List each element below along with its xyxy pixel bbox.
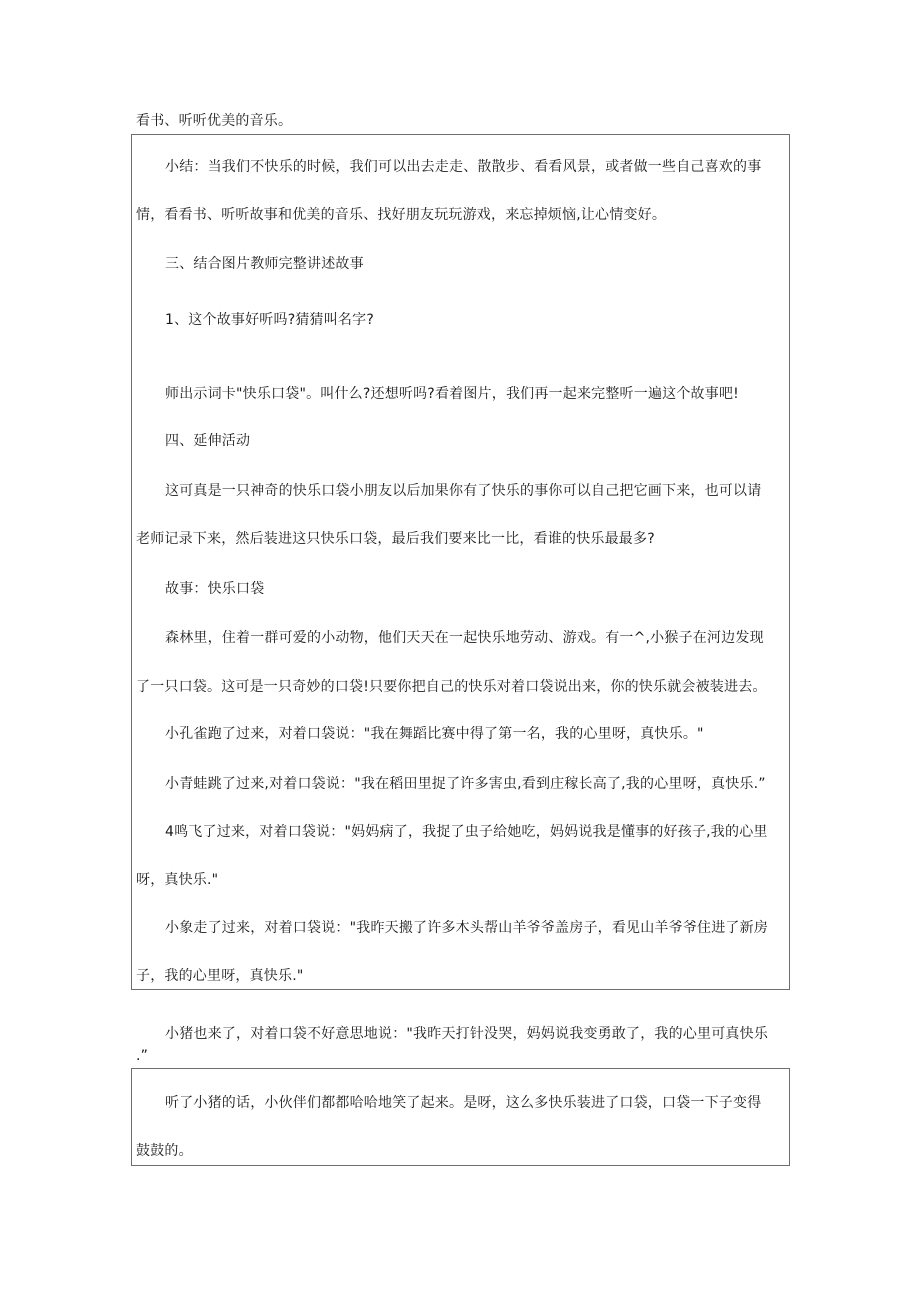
story-line-1: 森林里，住着一群可爱的小动物，他们天天在一起快乐地劳动、游戏。有一^,小猴子在河边发现: [165, 630, 764, 646]
elephant-line-2: 子，我的心里呀，真快乐.": [136, 968, 304, 984]
summary-line-1: 小结：当我们不快乐的时候，我们可以出去走走、散散步、看看风景，或者做一些自己喜欢的事: [165, 159, 762, 175]
elephant-line-1: 小象走了过来，对着口袋说："我昨天搬了许多木头帮山羊爷爷盖房子，看见山羊爷爷住进了新房: [165, 920, 769, 936]
extension-line-1: 这可真是一只神奇的快乐口袋小朋友以后加果你有了快乐的事你可以自己把它画下来，也可以请: [165, 483, 762, 499]
ending-line-2: 鼓鼓的。: [136, 1143, 193, 1159]
bird-line-1: 4鸣飞了过来，对着口袋说："妈妈病了，我捉了虫子给她吃，妈妈说我是懂事的好孩子,我的心里: [165, 824, 768, 840]
word-card-line: 师出示词卡"快乐口袋"。叫什么?还想听吗?看着图片，我们再一起来完整听一遍这个故事吧!: [165, 386, 739, 402]
summary-line-2: 情，看看书、听听故事和优美的音乐、找好朋友玩玩游戏，来忘掉烦恼,让心情变好。: [136, 207, 667, 223]
table-box-2: [131, 1068, 790, 1166]
section-three-heading: 三、结合图片教师完整讲述故事: [165, 256, 364, 272]
frog-line: 小青蛙跳了过来,对着口袋说："我在稻田里捉了许多害虫,看到庄稼长高了,我的心里呀，真快乐.”: [165, 776, 766, 792]
pig-line-2: .”: [136, 1048, 149, 1064]
table-box-1: [131, 134, 790, 990]
section-four-heading: 四、延伸活动: [165, 433, 251, 449]
pig-line-1: 小猪也来了，对着口袋不好意思地说："我昨天打针没哭，妈妈说我变勇敢了，我的心里可真快乐: [165, 1026, 769, 1042]
extension-line-2: 老师记录下来，然后装进这只快乐口袋，最后我们要来比一比，看谁的快乐最最多?: [136, 531, 655, 547]
peacock-line: 小孔雀跑了过来，对着口袋说："我在舞蹈比赛中得了第一名，我的心里呀，真快乐。": [165, 726, 704, 742]
top-fragment-text: 看书、听听优美的音乐。: [136, 113, 293, 129]
ending-line-1: 听了小猪的话，小伙伴们都都哈哈地笑了起来。是呀，这么多快乐装进了口袋，口袋一下子变得: [165, 1095, 762, 1111]
story-title: 故事：快乐口袋: [165, 581, 265, 597]
question-line: 1、这个故事好听吗?猜猜叫名字?: [165, 312, 374, 328]
story-line-2: 了一只口袋。这可是一只奇妙的口袋!只要你把自己的快乐对着口袋说出来，你的快乐就会被装进去。: [136, 679, 767, 695]
bird-line-2: 呀，真快乐.": [136, 872, 219, 888]
